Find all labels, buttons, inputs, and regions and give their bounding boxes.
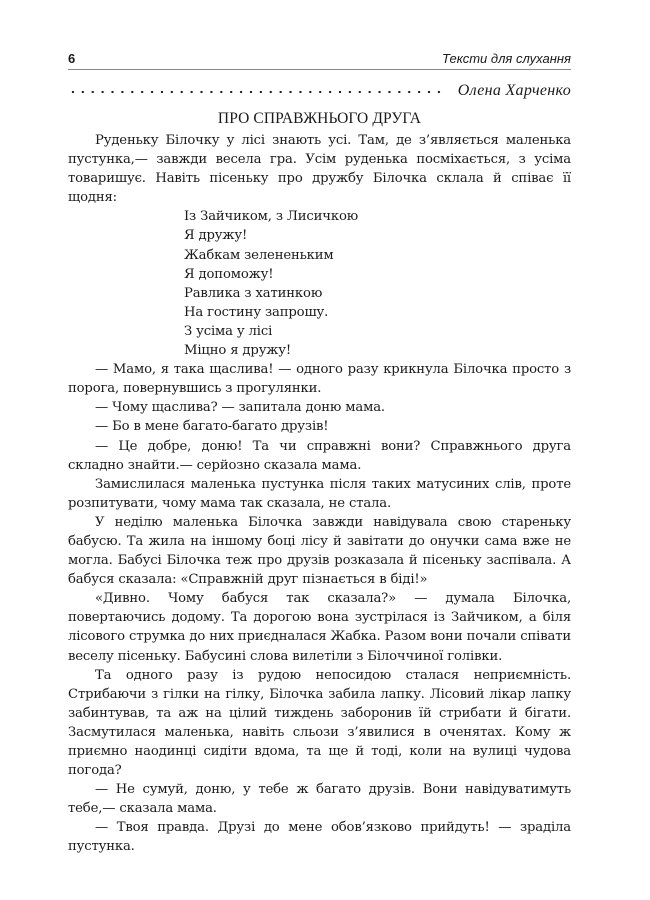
- poem-line: Жабкам зелененьким: [184, 247, 334, 263]
- story-body: [68, 131, 571, 857]
- page-number: 6: [68, 51, 76, 66]
- running-head: [68, 46, 571, 66]
- poem-line: Міцно я дружу!: [184, 343, 292, 359]
- paragraph: — Чому щаслива? — запитала доню мама.: [95, 400, 385, 416]
- paragraph: Замислилася маленька пустунка після таких матусиних слів, проте розпитувати, чому мама так сказала, не стала.: [68, 476, 571, 511]
- poem-line: Я допоможу!: [184, 266, 274, 282]
- paragraph: У неділю маленька Білочка завжди навідувала свою стареньку бабусю. Та жила на іншому боці лісу й завітати до онучки сама вже не могла. Бабусі Білочка теж про друзів розказала й пісеньку заспівала. А бабуся сказала: «Справжній друг пізнається в біді!»: [68, 514, 571, 588]
- author-name: Олена Харченко: [457, 82, 571, 99]
- story-title: ПРО СПРАВЖНЬОГО ДРУГА: [217, 110, 422, 127]
- poem-line: Равлика з хатинкою: [184, 285, 323, 301]
- paragraph-intro: Руденьку Білочку у лісі знають усі. Там, де з’являється маленька пустунка,— завжди весела гра. Усім руденька посміхається, з усіма товаришує. Навіть пісеньку про дружбу Білочка склала й співає її щодня:: [68, 133, 571, 206]
- paragraph: — Твоя правда. Друзі до мене обов’язково прийдуть! — зраділа пустунка.: [68, 820, 571, 855]
- poem: [68, 207, 571, 360]
- poem-line: З усіма у лісі: [184, 323, 273, 339]
- book-page: [68, 46, 571, 857]
- paragraph: Та одного разу із рудою непосидою сталася неприємність. Стрибаючи з гілки на гілку, Білочка забила лапку. Лісовий лікар лапку забинтував, та аж на цілий тиждень заборонив їй стрибати й бігати. Засмутилася маленька, навіть сльози з’явилися в оченятах. Кому ж приємно наодинці сидіти вдома, та ще й тоді, коли на вулиці чудова погода?: [68, 667, 571, 779]
- paragraph: — Бо в мене багато-багато друзів!: [95, 419, 329, 435]
- dot-leader: [68, 89, 446, 95]
- paragraph: — Це добре, доню! Та чи справжні вони? Справжнього друга складно знайти.— серйозно сказала мама.: [68, 438, 571, 473]
- section-title: Тексти для слухання: [442, 51, 571, 66]
- poem-line: На гостину запрошу.: [184, 304, 329, 320]
- poem-line: Із Зайчиком, з Лисичкою: [184, 209, 359, 225]
- header-rule: [68, 69, 571, 70]
- paragraph: «Дивно. Чому бабуся так сказала?» — думала Білочка, повертаючись додому. Та дорогою вона зустрілася із Зайчиком, а біля лісового струмка до них приєдналася Жабка. Разом вони почали співати веселу пісеньку. Бабусині слова вилетіли з Білоччиної голівки.: [68, 591, 571, 664]
- author-line: [68, 80, 571, 100]
- paragraph: — Не сумуй, доню, у тебе ж багато друзів. Вони навідуватимуть тебе,— сказала мама.: [68, 782, 571, 817]
- poem-line: Я дружу!: [184, 228, 248, 244]
- paragraph: — Мамо, я така щаслива! — одного разу крикнула Білочка просто з порога, повернувшись з прогулянки.: [68, 362, 571, 397]
